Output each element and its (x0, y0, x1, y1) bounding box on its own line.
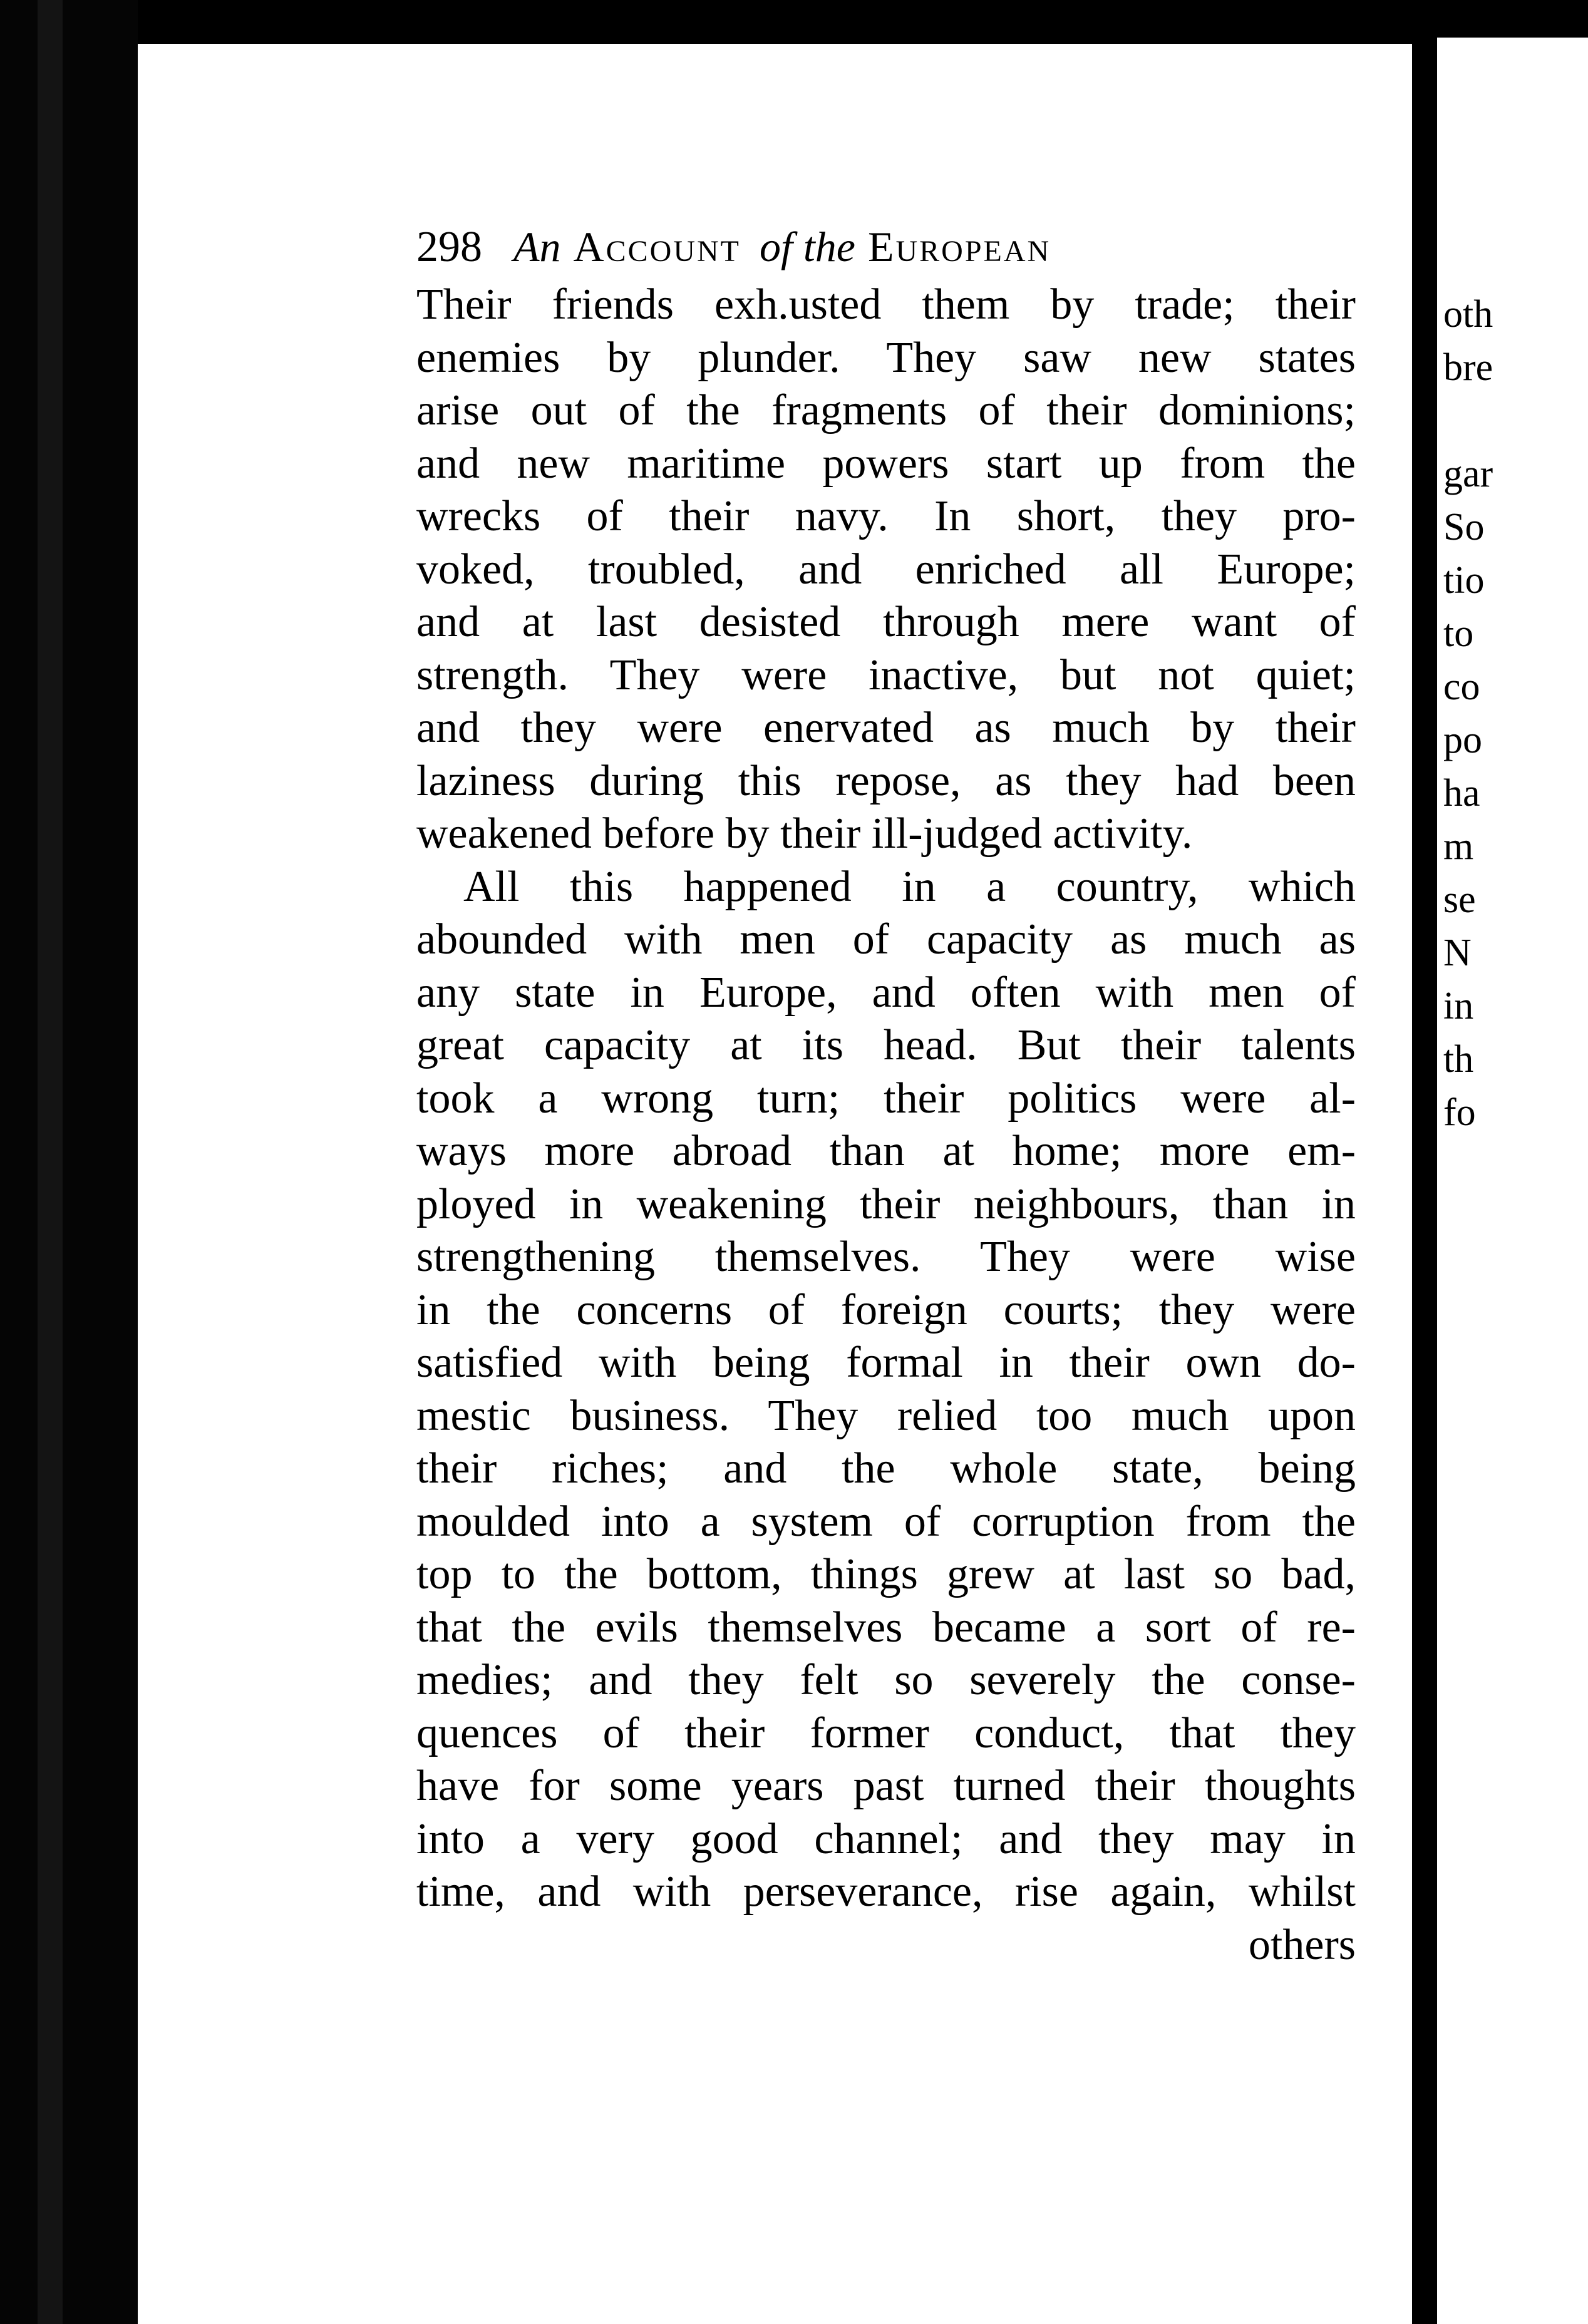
header-word-an: An (513, 223, 561, 270)
text-line: All this happened in a country, which (463, 862, 1356, 911)
facing-fragment: co (1443, 666, 1480, 708)
text-line: and new maritime powers start up from the (416, 439, 1356, 488)
header-word-of-the: of the (760, 223, 855, 270)
text-line: weakened before by their ill-judged activity. (416, 810, 1193, 858)
facing-fragment: po (1443, 719, 1482, 761)
left-dark-margin (0, 0, 138, 2324)
text-line: arise out of the fragments of their dominions; (416, 386, 1356, 434)
facing-fragment: fo (1443, 1091, 1476, 1134)
facing-fragment: to (1443, 612, 1474, 655)
text-line: time, and with perseverance, rise again, whilst (416, 1868, 1356, 1916)
text-line: and they were enervated as much by their (416, 704, 1356, 752)
catchword: others (1248, 1920, 1356, 1969)
text-line: enemies by plunder. They saw new states (416, 333, 1356, 382)
facing-fragment: bre (1443, 346, 1493, 389)
facing-fragment: in (1443, 985, 1474, 1027)
facing-fragment (1443, 394, 1588, 448)
facing-fragment: gar (1443, 453, 1493, 495)
text-line: into a very good channel; and they may in (416, 1814, 1356, 1863)
text-line: satisfied with being formal in their own do- (416, 1339, 1356, 1387)
body-text (416, 279, 1356, 1919)
text-line: top to the bottom, things grew at last so bad, (416, 1550, 1356, 1598)
text-line: voked, troubled, and enriched all Europe; (416, 545, 1356, 594)
text-line: ways more abroad than at home; more em- (416, 1127, 1356, 1175)
text-line: abounded with men of capacity as much as (416, 915, 1356, 964)
facing-fragment: tio (1443, 559, 1485, 602)
page-number: 298 (416, 223, 482, 271)
text-line: moulded into a system of corruption from the (416, 1497, 1356, 1546)
text-line: laziness during this repose, as they had been (416, 756, 1356, 805)
page-text (416, 222, 1356, 1972)
text-line: strengthening themselves. They were wise (416, 1233, 1356, 1281)
text-line: strength. They were inactive, but not quiet; (416, 650, 1356, 699)
facing-fragment: th (1443, 1038, 1474, 1081)
facing-fragment: m (1443, 825, 1474, 868)
facing-fragment: se (1443, 878, 1476, 921)
text-line: quences of their former conduct, that they (416, 1709, 1356, 1757)
facing-fragment: N (1443, 932, 1472, 974)
text-line: great capacity at its head. But their talents (416, 1021, 1356, 1069)
text-line: in the concerns of foreign courts; they were (416, 1285, 1356, 1334)
header-word-european: European (867, 223, 1051, 270)
facing-page (1437, 38, 1588, 2324)
text-line: and at last desisted through mere want of (416, 598, 1356, 646)
text-line: their riches; and the whole state, being (416, 1444, 1356, 1493)
text-line: any state in Europe, and often with men of (416, 968, 1356, 1017)
facing-page-text (1443, 288, 1588, 1139)
text-line: medies; and they felt so severely the conse- (416, 1656, 1356, 1704)
text-line: took a wrong turn; their politics were al- (416, 1074, 1356, 1123)
text-line: mestic business. They relied too much upon (416, 1391, 1356, 1440)
text-line: that the evils themselves became a sort of re- (416, 1603, 1356, 1652)
text-line: Their friends exh.usted them by trade; their (416, 280, 1356, 329)
facing-fragment: So (1443, 506, 1485, 548)
facing-fragment: ha (1443, 772, 1480, 815)
facing-fragment: oth (1443, 293, 1493, 336)
text-line: wrecks of their navy. In short, they pro- (416, 492, 1356, 540)
header-word-account: Account (573, 223, 741, 270)
running-header (416, 222, 1356, 279)
text-line: ployed in weakening their neighbours, than in (416, 1180, 1356, 1228)
text-line: have for some years past turned their thoughts (416, 1762, 1356, 1810)
left-spine-shadow (38, 0, 63, 2324)
book-gutter (1412, 0, 1437, 2324)
